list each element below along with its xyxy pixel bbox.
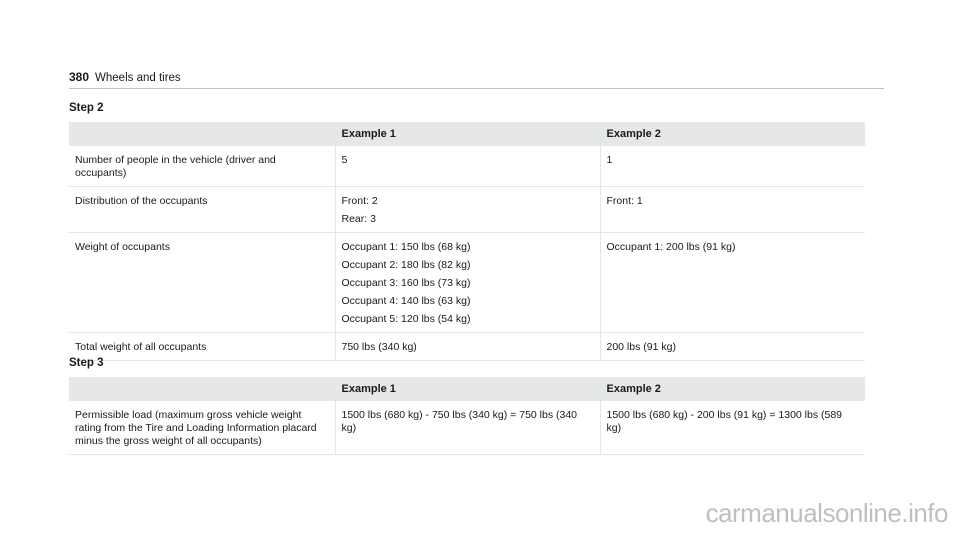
row-label: Distribution of the occupants: [69, 187, 335, 233]
example-1-cell: [335, 187, 600, 233]
cell-line: Rear: 3: [341, 213, 376, 225]
step-3-table: [69, 377, 865, 455]
table-row: [69, 187, 865, 233]
row-label: Weight of occupants: [69, 233, 335, 333]
column-header: Example 1: [335, 377, 600, 401]
column-header: Example 2: [600, 122, 865, 146]
example-1-cell: [335, 401, 600, 455]
table-header-row: [69, 377, 865, 401]
example-2-cell: [600, 187, 865, 233]
step-2-body: [69, 146, 865, 361]
watermark: carmanualsonline.info: [705, 498, 948, 528]
example-2-cell: [600, 233, 865, 333]
cell-line: Occupant 4: 140 lbs (63 kg): [341, 295, 471, 307]
cell-line: Occupant 3: 160 lbs (73 kg): [341, 277, 471, 289]
cell-line: Occupant 1: 150 lbs (68 kg): [341, 241, 471, 253]
cell-line: 200 lbs (91 kg): [606, 341, 676, 353]
step-3-title: Step 3: [69, 357, 104, 369]
example-1-cell: [335, 233, 600, 333]
example-1-cell: [335, 333, 600, 361]
step-3-body: [69, 401, 865, 455]
cell-line: 1: [606, 154, 613, 166]
cell-line: Occupant 5: 120 lbs (54 kg): [341, 313, 471, 325]
table-row: [69, 333, 865, 361]
step-2-title: Step 2: [69, 102, 104, 114]
row-label: Number of people in the vehicle (driver and occupants): [69, 146, 335, 187]
cell-line: Occupant 2: 180 lbs (82 kg): [341, 259, 471, 271]
example-1-cell: [335, 146, 600, 187]
cell-line: 5: [341, 154, 348, 166]
cell-line: 1500 lbs (680 kg) - 750 lbs (340 kg) = 750 lbs (340 kg): [341, 409, 578, 434]
cell-line: Occupant 1: 200 lbs (91 kg): [606, 241, 736, 253]
cell-line: 1500 lbs (680 kg) - 200 lbs (91 kg) = 1300 lbs (589 kg): [606, 409, 843, 434]
table-header-row: [69, 122, 865, 146]
column-header: Example 2: [600, 377, 865, 401]
row-label: Total weight of all occupants: [69, 333, 335, 361]
cell-line: 750 lbs (340 kg): [341, 341, 417, 353]
section-title: Wheels and tires: [95, 72, 181, 84]
page-number: 380: [69, 70, 90, 84]
example-2-cell: [600, 401, 865, 455]
page-header: [69, 70, 884, 89]
cell-line: Front: 2: [341, 195, 378, 207]
table-row: [69, 401, 865, 455]
example-2-cell: [600, 146, 865, 187]
row-label: Permissible load (maximum gross vehicle weight rating from the Tire and Loading Information placard minus the gross weight of all occupants): [69, 401, 335, 455]
column-header: [69, 122, 335, 146]
table-row: [69, 233, 865, 333]
column-header: Example 1: [335, 122, 600, 146]
step-2-table: [69, 122, 865, 361]
example-2-cell: [600, 333, 865, 361]
column-header: [69, 377, 335, 401]
cell-line: Front: 1: [606, 195, 643, 207]
table-row: [69, 146, 865, 187]
